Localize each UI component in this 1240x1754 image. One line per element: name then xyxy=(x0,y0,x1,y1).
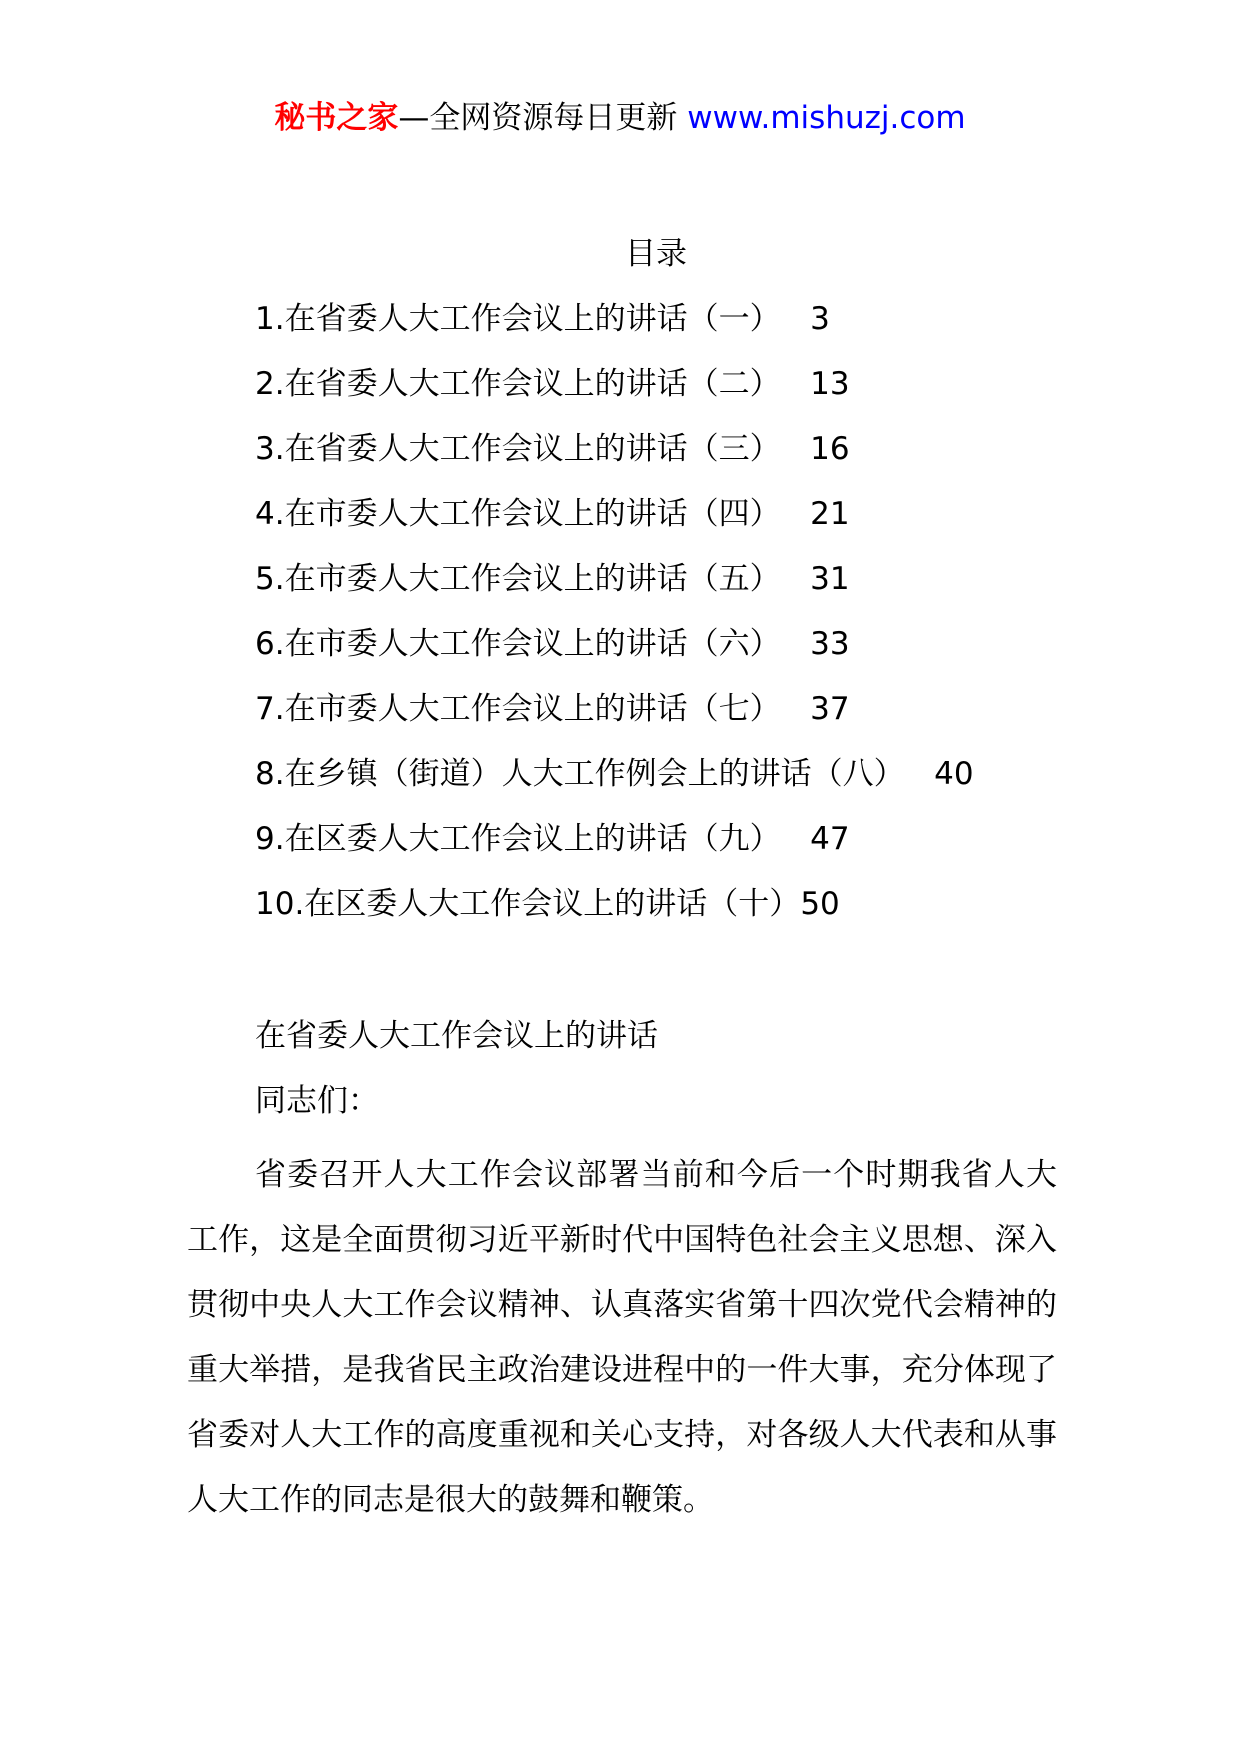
site-header xyxy=(0,98,1240,138)
toc-item[interactable] xyxy=(255,493,974,558)
toc-item-page: 50 xyxy=(800,886,840,922)
table-of-contents xyxy=(255,298,974,948)
toc-item-label: 4.在市委人大工作会议上的讲话（四） xyxy=(255,496,781,532)
toc-item-label: 9.在区委人大工作会议上的讲话（九） xyxy=(255,821,781,857)
toc-item-label: 6.在市委人大工作会议上的讲话（六） xyxy=(255,626,781,662)
toc-item[interactable] xyxy=(255,363,974,428)
toc-item-label: 8.在乡镇（街道）人大工作例会上的讲话（八） xyxy=(255,756,905,792)
toc-item[interactable] xyxy=(255,883,974,948)
toc-item-label: 10.在区委人大工作会议上的讲话（十） xyxy=(255,886,801,922)
section-title: 在省委人大工作会议上的讲话 xyxy=(255,1018,658,1054)
toc-item-label: 1.在省委人大工作会议上的讲话（一） xyxy=(255,301,781,337)
toc-item-label: 7.在市委人大工作会议上的讲话（七） xyxy=(255,691,781,727)
toc-item-page: 33 xyxy=(810,626,850,662)
toc-item-label: 2.在省委人大工作会议上的讲话（二） xyxy=(255,366,781,402)
toc-item-page: 31 xyxy=(810,561,850,597)
toc-item-page: 37 xyxy=(810,691,850,727)
toc-item-label: 5.在市委人大工作会议上的讲话（五） xyxy=(255,561,781,597)
toc-item-page: 13 xyxy=(810,366,850,402)
body-paragraph: 省委召开人大工作会议部署当前和今后一个时期我省人大工作，这是全面贯彻习近平新时代中国特色社会主义思想、深入贯彻中央人大工作会议精神、认真落实省第十四次党代会精神的重大举措，是我省民主政治建设进程中的一件大事，充分体现了省委对人大工作的高度重视和关心支持，对各级人大代表和从事人大工作的同志是很大的鼓舞和鞭策。 xyxy=(187,1157,1057,1518)
toc-item-page: 3 xyxy=(810,301,830,337)
toc-item[interactable] xyxy=(255,753,974,818)
toc-item-page: 40 xyxy=(934,756,974,792)
brand-name: 秘书之家 xyxy=(274,100,399,136)
toc-item-page: 47 xyxy=(810,821,850,857)
site-url-link[interactable]: www.mishuzj.com xyxy=(687,100,966,136)
salutation: 同志们： xyxy=(255,1083,379,1119)
header-tagline: —全网资源每日更新 xyxy=(398,100,678,136)
toc-item-page: 16 xyxy=(810,431,850,467)
toc-item[interactable] xyxy=(255,818,974,883)
toc-item-page: 21 xyxy=(810,496,850,532)
toc-item[interactable] xyxy=(255,558,974,623)
toc-item[interactable] xyxy=(255,298,974,363)
toc-item[interactable] xyxy=(255,428,974,493)
toc-item-label: 3.在省委人大工作会议上的讲话（三） xyxy=(255,431,781,467)
toc-title: 目录 xyxy=(625,236,687,272)
toc-item[interactable] xyxy=(255,688,974,753)
toc-item[interactable] xyxy=(255,623,974,688)
